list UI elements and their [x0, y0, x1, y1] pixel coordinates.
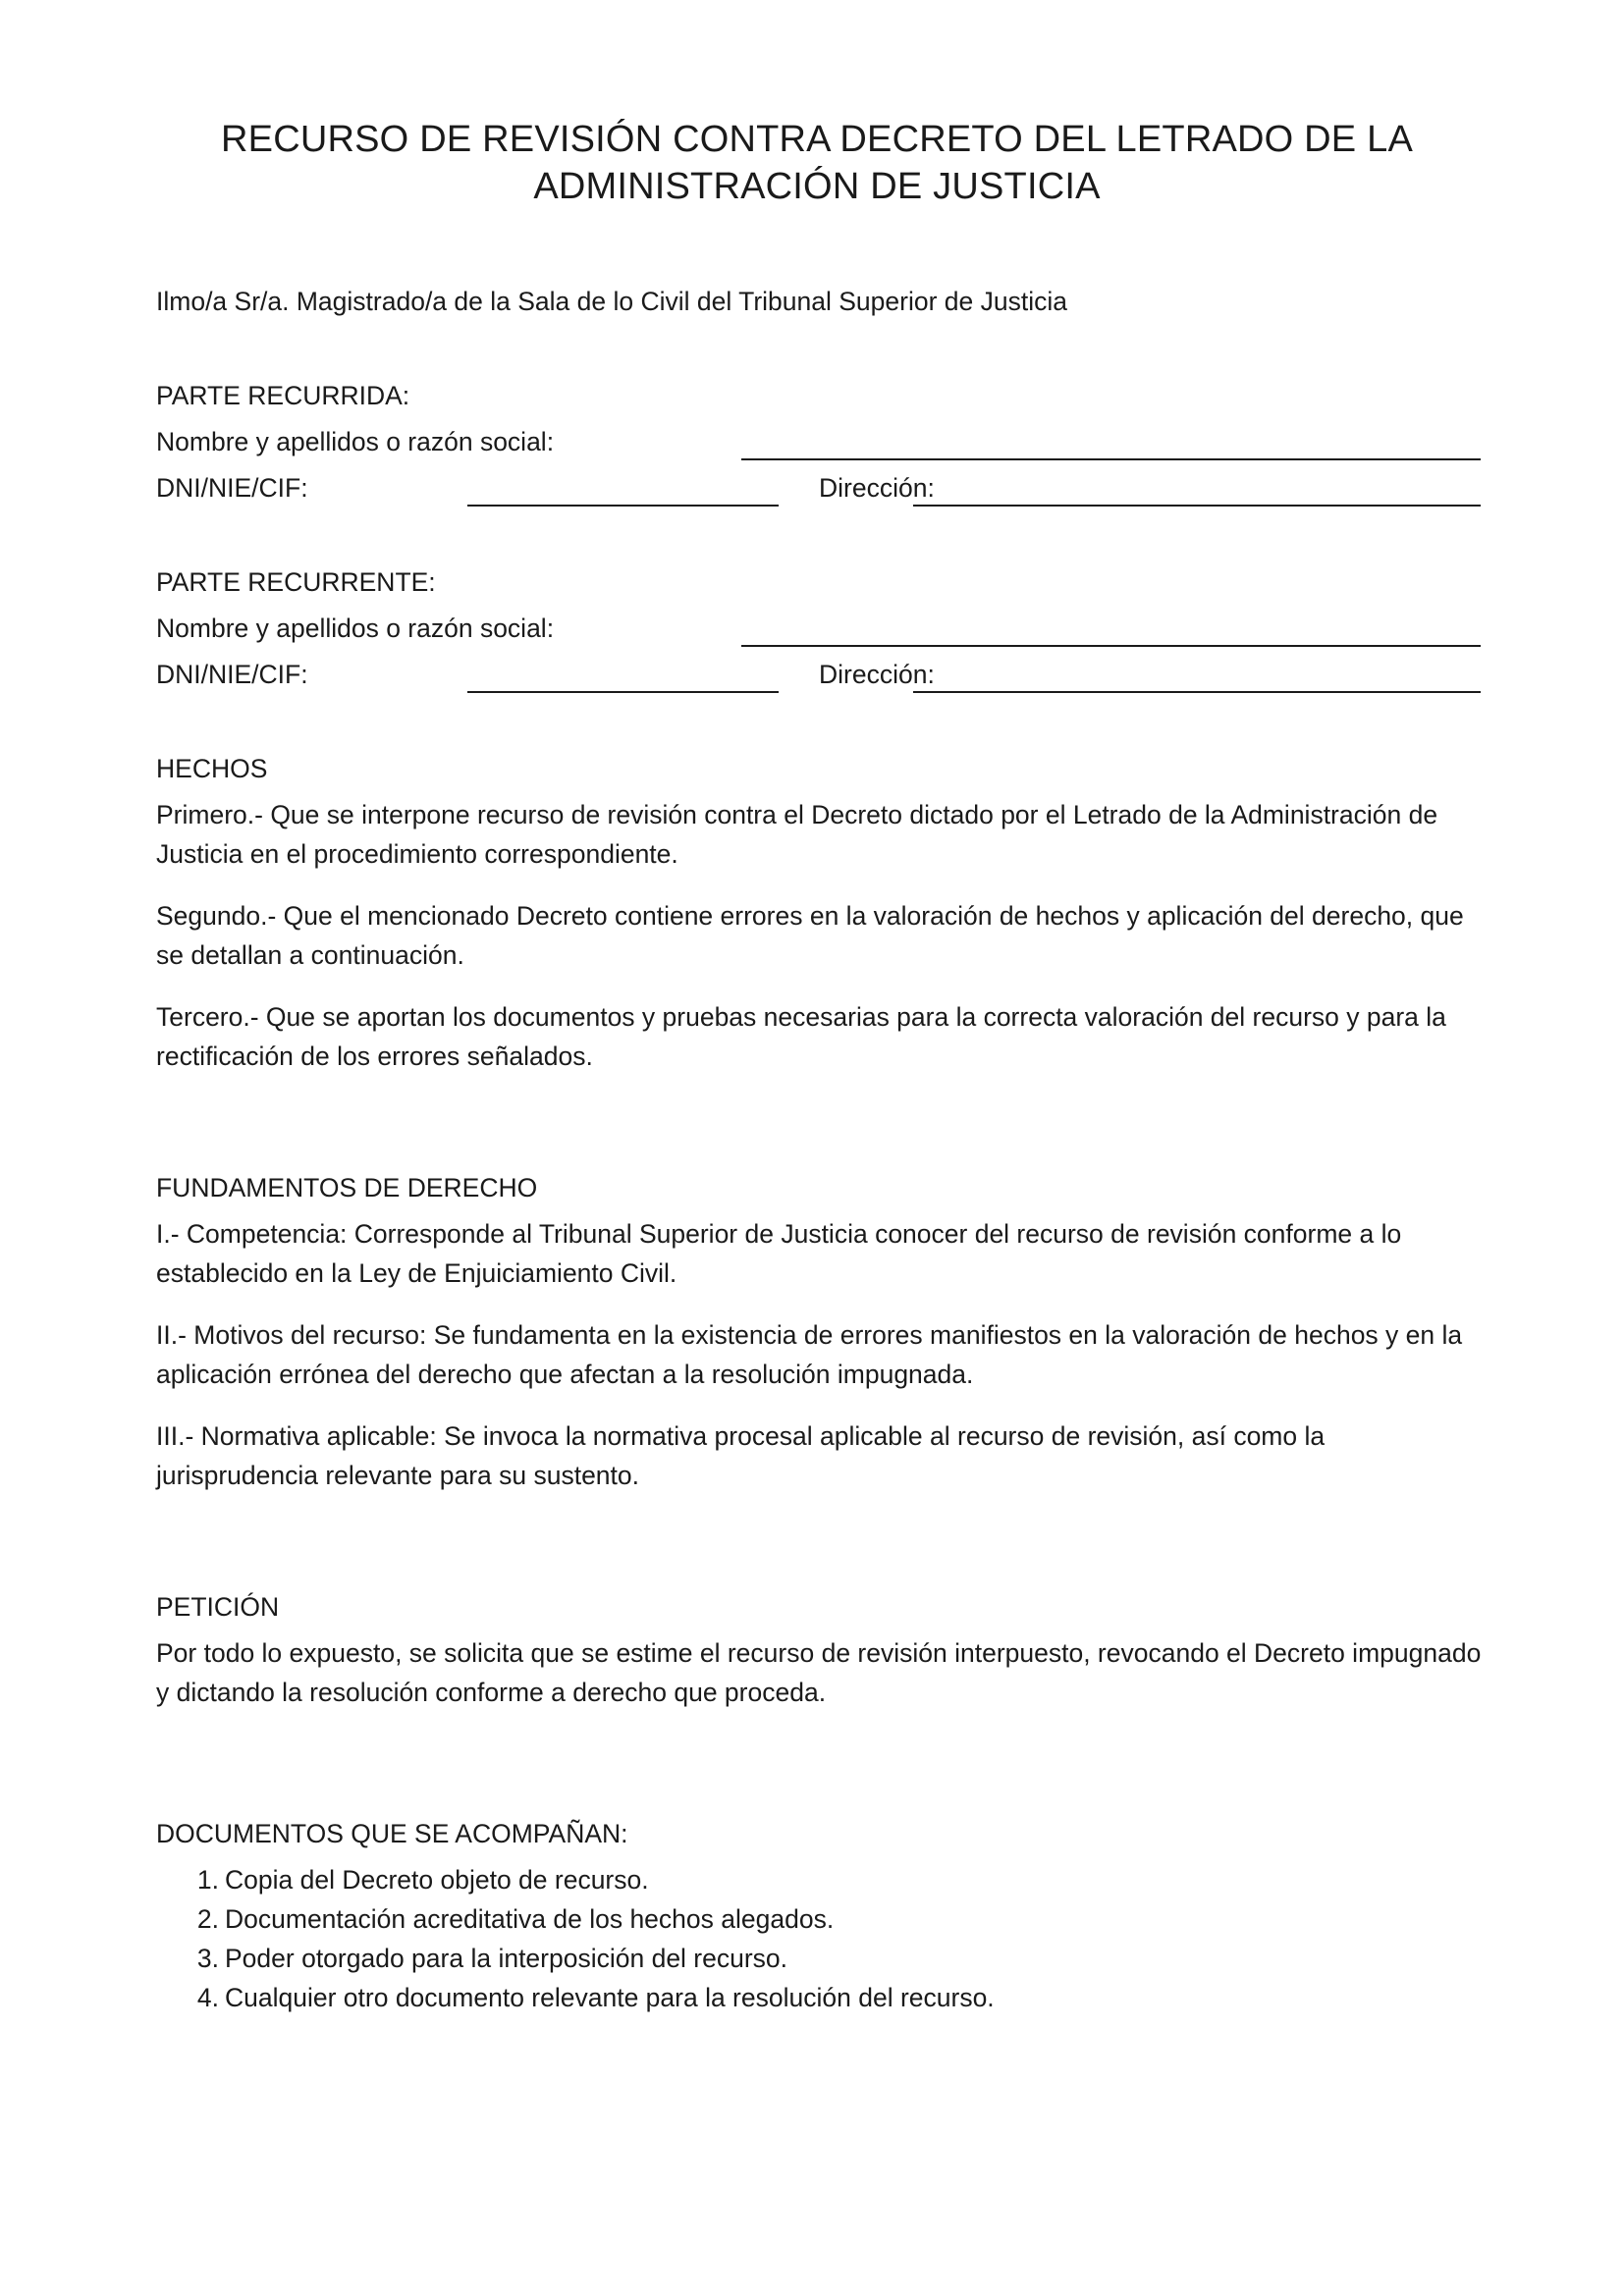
list-item: [156, 1899, 995, 1939]
documentos-list: [156, 1860, 995, 2017]
list-item-number: 2.: [196, 1904, 219, 1934]
recurrente-address-label: Dirección:: [819, 660, 935, 689]
recurrente-address-field[interactable]: [913, 691, 1481, 693]
list-item-text: Copia del Decreto objeto de recurso.: [225, 1865, 649, 1895]
list-item-text: Documentación acreditativa de los hechos alegados.: [225, 1904, 835, 1934]
addressee: Ilmo/a Sr/a. Magistrado/a de la Sala de lo Civil del Tribunal Superior de Justicia: [156, 287, 1067, 316]
document-title: [157, 116, 1477, 210]
hechos-segundo: Segundo.- Que el mencionado Decreto contiene errores en la valoración de hechos y aplicación del derecho, que se detallan a continuación.: [156, 901, 1464, 970]
recurrida-address-label: Dirección:: [819, 473, 935, 503]
recurrente-name-field[interactable]: [741, 645, 1481, 647]
recurrida-name-field[interactable]: [741, 458, 1481, 460]
list-item-number: 1.: [196, 1865, 219, 1895]
recurrida-name-label: Nombre y apellidos o razón social:: [156, 427, 555, 456]
list-item: [156, 1939, 995, 1978]
hechos-heading: HECHOS: [156, 754, 268, 783]
list-item-number: 3.: [196, 1944, 219, 1973]
list-item-text: Poder otorgado para la interposición del recurso.: [225, 1944, 788, 1973]
recurrente-name-label: Nombre y apellidos o razón social:: [156, 614, 555, 643]
title-line-1: RECURSO DE REVISIÓN CONTRA DECRETO DEL LETRADO DE LA: [221, 119, 1413, 160]
fundamentos-heading: FUNDAMENTOS DE DERECHO: [156, 1173, 538, 1202]
documentos-heading: DOCUMENTOS QUE SE ACOMPAÑAN:: [156, 1819, 628, 1848]
recurrente-id-label: DNI/NIE/CIF:: [156, 660, 308, 689]
fundamento-normativa: III.- Normativa aplicable: Se invoca la normativa procesal aplicable al recurso de revisión, así como la jurisprudencia relevante para su sustento.: [156, 1421, 1326, 1490]
list-item: [156, 1860, 995, 1899]
hechos-primero: Primero.- Que se interpone recurso de revisión contra el Decreto dictado por el Letrado de la Administración de Justicia en el procedimiento correspondiente.: [156, 800, 1438, 869]
fundamento-competencia: I.- Competencia: Corresponde al Tribunal Superior de Justicia conocer del recurso de revisión conforme a lo establecido en la Ley de Enjuiciamiento Civil.: [156, 1219, 1402, 1288]
list-item-number: 4.: [196, 1983, 219, 2012]
recurrida-address-field[interactable]: [913, 505, 1481, 507]
hechos-tercero: Tercero.- Que se aportan los documentos y pruebas necesarias para la correcta valoración del recurso y para la rectificación de los errores señalados.: [156, 1002, 1446, 1071]
list-item-text: Cualquier otro documento relevante para la resolución del recurso.: [225, 1983, 995, 2012]
peticion-heading: PETICIÓN: [156, 1592, 280, 1622]
recurrida-id-field[interactable]: [467, 505, 779, 507]
parte-recurrida-heading: PARTE RECURRIDA:: [156, 381, 410, 410]
parte-recurrente-heading: PARTE RECURRENTE:: [156, 567, 436, 597]
list-item: [156, 1978, 995, 2017]
fundamento-motivos: II.- Motivos del recurso: Se fundamenta en la existencia de errores manifiestos en la valoración de hechos y en la aplicación errónea del derecho que afectan a la resolución impugnada.: [156, 1320, 1463, 1389]
title-line-2: ADMINISTRACIÓN DE JUSTICIA: [533, 166, 1101, 207]
recurrente-id-field[interactable]: [467, 691, 779, 693]
peticion-text: Por todo lo expuesto, se solicita que se estime el recurso de revisión interpuesto, revocando el Decreto impugnado y dictando la resolución conforme a derecho que proceda.: [156, 1638, 1482, 1707]
recurrida-id-label: DNI/NIE/CIF:: [156, 473, 308, 503]
